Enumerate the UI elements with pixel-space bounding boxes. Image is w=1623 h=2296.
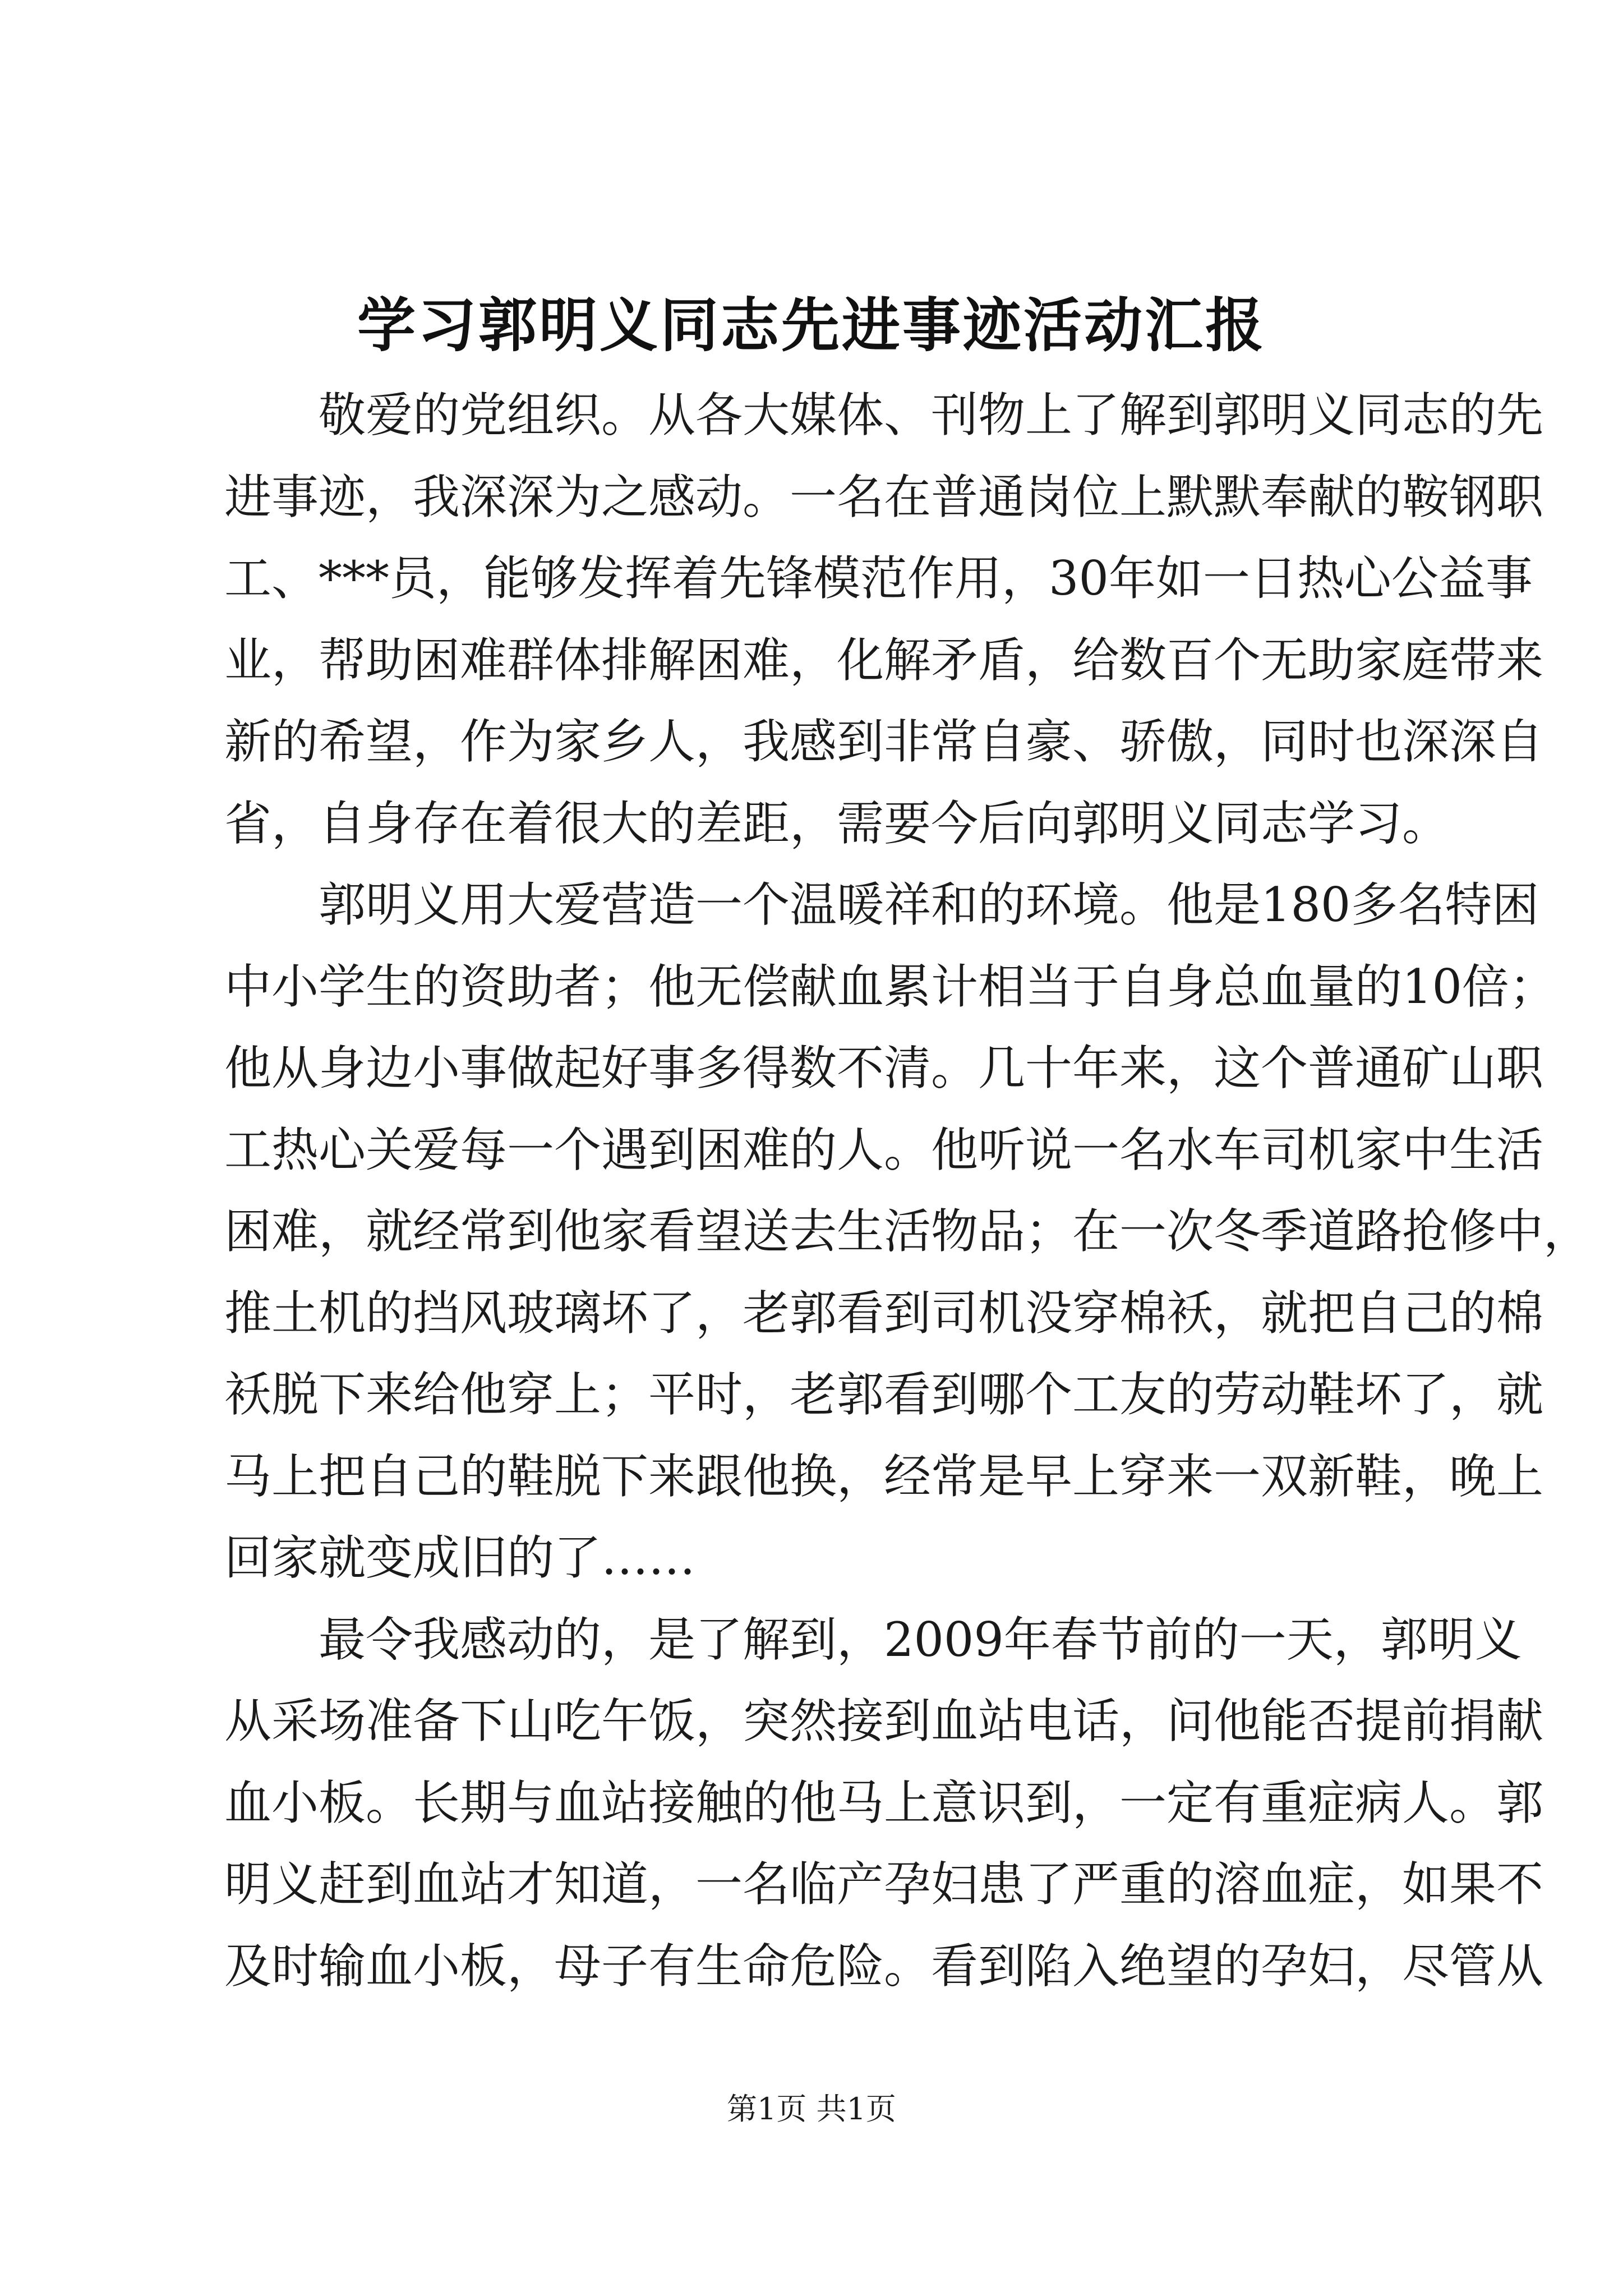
document-body xyxy=(224,375,1591,2007)
text-line: 省，自身存在着很大的差距，需要今后向郭明义同志学习。 xyxy=(224,795,1450,851)
text-line: 工、***员，能够发挥着先锋模范作用，30年如一日热心公益事 xyxy=(224,551,1533,606)
document-title: 学习郭明义同志先进事迹活动汇报 xyxy=(357,291,1266,360)
text-line: 推土机的挡风玻璃坏了，老郭看到司机没穿棉袄，就把自己的棉 xyxy=(224,1285,1544,1341)
page-footer: 第1页 共1页 xyxy=(727,2091,896,2127)
paragraph xyxy=(224,1599,1544,2008)
text-line: 马上把自己的鞋脱下来跟他换，经常是早上穿来一双新鞋，晚上 xyxy=(224,1448,1544,1504)
text-line: 及时输血小板，母子有生命危险。看到陷入绝望的孕妇，尽管从 xyxy=(224,1938,1544,1994)
text-line: 血小板。长期与血站接触的他马上意识到，一定有重症病人。郭 xyxy=(224,1775,1544,1830)
paragraph xyxy=(224,375,1544,864)
text-line: 困难，就经常到他家看望送去生活物品；在一次冬季道路抢修中， xyxy=(224,1204,1591,1259)
text-line: 郭明义用大爱营造一个温暖祥和的环境。他是180多名特困 xyxy=(319,877,1539,932)
text-line: 最令我感动的，是了解到，2009年春节前的一天，郭明义 xyxy=(319,1612,1522,1667)
text-line: 敬爱的党组织。从各大媒体、刊物上了解到郭明义同志的先 xyxy=(319,388,1544,443)
text-line: 袄脱下来给他穿上；平时，老郭看到哪个工友的劳动鞋坏了，就 xyxy=(224,1367,1544,1422)
text-line: 明义赶到血站才知道，一名临产孕妇患了严重的溶血症，如果不 xyxy=(224,1857,1544,1912)
text-line: 中小学生的资助者；他无偿献血累计相当于自身总血量的10倍； xyxy=(224,959,1556,1014)
text-line: 工热心关爱每一个遇到困难的人。他听说一名水车司机家中生活 xyxy=(224,1122,1544,1177)
text-line: 进事迹，我深深为之感动。一名在普通岗位上默默奉献的鞍钢职 xyxy=(224,469,1544,524)
text-line: 从采场准备下山吃午饭，突然接到血站电话，问他能否提前捐献 xyxy=(224,1694,1544,1749)
paragraph xyxy=(224,864,1591,1599)
text-line: 新的希望，作为家乡人，我感到非常自豪、骄傲，同时也深深自 xyxy=(224,714,1544,769)
text-line: 业，帮助困难群体排解困难，化解矛盾，给数百个无助家庭带来 xyxy=(224,632,1544,688)
text-line: 回家就变成旧的了…… xyxy=(224,1530,696,1585)
text-line: 他从身边小事做起好事多得数不清。几十年来，这个普通矿山职 xyxy=(224,1041,1544,1096)
